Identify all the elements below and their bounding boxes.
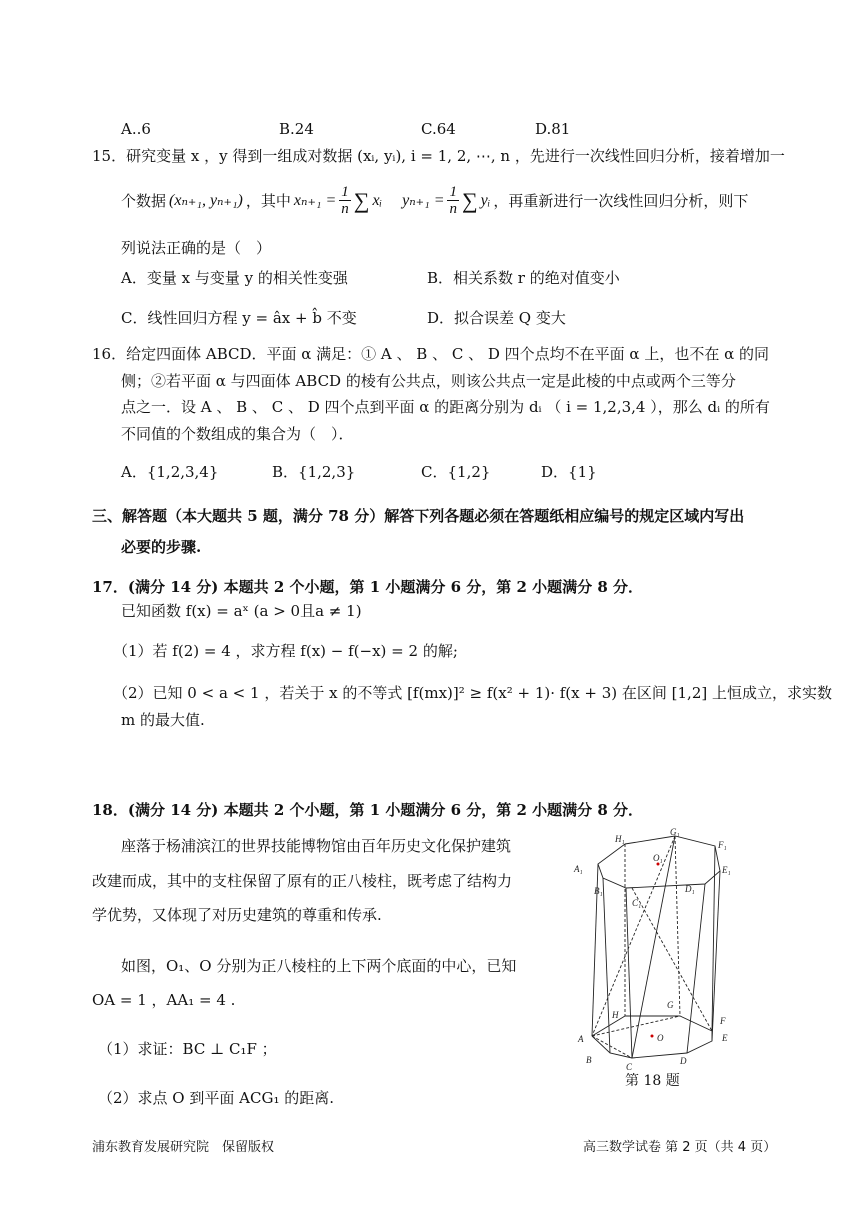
q15-option-d: D．拟合误差 Q 变大 (427, 309, 566, 327)
q18-para2-line1: 如图，O₁、O 分别为正八棱柱的上下两个底面的中心，已知 (121, 957, 517, 975)
label-o: O (657, 1033, 664, 1043)
q15-sum-x-term: xᵢ (372, 191, 383, 209)
label-h: H (612, 1010, 619, 1020)
q17-part2-line2: m 的最大值. (121, 711, 205, 729)
q14-option-b: B.24 (279, 120, 314, 138)
q18-part2: （2）求点 O 到平面 ACG₁ 的距离. (98, 1089, 334, 1107)
center-o-dot (651, 1035, 654, 1038)
label-d1: D₁ (685, 884, 695, 894)
label-o1: O₁ (653, 853, 663, 863)
q15-line2-mid: ，其中 (245, 191, 291, 210)
q16-option-a: A．{1,2,3,4} (121, 463, 219, 481)
q18-para2-line2: OA = 1 ，AA₁ = 4 . (92, 991, 236, 1009)
label-g1: G₁ (670, 827, 680, 837)
label-g: G (667, 1000, 674, 1010)
q15-sum-y-term: yᵢ (480, 191, 491, 209)
q16-option-b: B．{1,2,3} (272, 463, 356, 481)
label-c1: C₁ (632, 898, 642, 908)
q15-option-c: C．线性回归方程 y = âx + b̂ 不变 (121, 309, 357, 327)
q15-option-b: B．相关系数 r 的绝对值变小 (427, 269, 620, 287)
q15-yn1: yₙ₊₁ = (402, 191, 445, 209)
q14-option-c: C.64 (421, 120, 456, 138)
label-b1: B₁ (594, 886, 603, 896)
label-a: A (578, 1034, 584, 1044)
q16-line3: 点之一．设 A 、 B 、 C 、 D 四个点到平面 α 的距离分别为 dᵢ （ i = 1,2,3,4 ），那么 dᵢ 的所有 (121, 398, 770, 416)
q15-fraction-x: $\frac{1}{n}$ (341, 184, 349, 217)
label-h1: H₁ (615, 834, 625, 844)
figure-caption: 第 18 题 (625, 1073, 680, 1089)
q15-sum-y-icon: ∑ (461, 187, 478, 213)
q15-option-a: A．变量 x 与变量 y 的相关性变强 (121, 269, 348, 287)
label-e: E (722, 1033, 728, 1043)
label-f1: F₁ (718, 840, 727, 850)
label-b: B (586, 1055, 592, 1065)
q18-header: 18．(满分 14 分) 本题共 2 个小题，第 1 小题满分 6 分，第 2 小题满分 8 分． (92, 801, 644, 819)
q14-option-a: A..6 (121, 120, 151, 138)
q17-part1: （1）若 f(2) = 4 ，求方程 f(x) − f(−x) = 2 的解; (113, 642, 458, 660)
label-f: F (720, 1016, 726, 1026)
q15-line2-pre: 个数据 (121, 191, 167, 210)
q15-line2 (121, 184, 748, 217)
q18-para1-line3: 学优势，又体现了对历史建筑的尊重和传承. (92, 906, 382, 924)
q15-line3: 列说法正确的是（ ） (121, 239, 272, 257)
footer-left: 浦东教育发展研究院 保留版权 (92, 1140, 275, 1155)
q16-line2: 侧；②若平面 α 与四面体 ABCD 的棱有公共点，则该公共点一定是此棱的中点或两个三等分 (121, 372, 736, 390)
q16-line1: 16．给定四面体 ABCD．平面 α 满足：① A 、 B 、 C 、 D 四个点均不在平面 α 上，也不在 α 的同 (92, 345, 769, 363)
q15-line1: 15．研究变量 x ，y 得到一组成对数据 (xᵢ, yᵢ), i = 1, 2, ⋯, n ，先进行一次线性回归分析，接着增加一 (92, 147, 785, 165)
q17-given: 已知函数 f(x) = aˣ (a > 0且a ≠ 1) (121, 602, 362, 620)
q15-line2-post: ，再重新进行一次线性回归分析，则下 (493, 191, 749, 210)
q15-xn1: xₙ₊₁ = (293, 191, 337, 209)
label-d: D (680, 1056, 687, 1066)
label-e1: E₁ (722, 865, 731, 875)
q17-header: 17．(满分 14 分) 本题共 2 个小题，第 1 小题满分 6 分，第 2 小题满分 8 分． (92, 578, 644, 596)
section3-heading: 三、解答题（本大题共 5 题，满分 78 分）解答下列各题必须在答题纸相应编号的规定区域内写出 (92, 507, 745, 525)
q18-para1-line2: 改建而成，其中的支柱保留了原有的正八棱柱，既考虑了结构力 (92, 872, 513, 890)
q15-new-pair: (xₙ₊₁, yₙ₊₁) (169, 191, 243, 209)
q16-option-d: D．{1} (541, 463, 597, 481)
q14-option-d: D.81 (535, 120, 571, 138)
label-c: C (626, 1062, 633, 1072)
footer-right: 高三数学试卷 第 2 页（共 4 页） (583, 1140, 777, 1155)
q15-fraction-y: $\frac{1}{n}$ (449, 184, 457, 217)
q16-line4: 不同值的个数组成的集合为（ ）． (121, 425, 354, 443)
label-a1: A₁ (574, 864, 583, 874)
q18-part1: （1）求证：BC ⊥ C₁F ； (98, 1040, 277, 1058)
q18-para1-line1: 座落于杨浦滨江的世界技能博物馆由百年历史文化保护建筑 (121, 837, 512, 855)
section3-heading-cont: 必要的步骤. (121, 538, 202, 556)
q15-sum-x-icon: ∑ (353, 187, 370, 213)
q17-part2-line1: （2）已知 0 < a < 1 ，若关于 x 的不等式 [f(mx)]² ≥ f(x² + 1)· f(x + 3) 在区间 [1,2] 上恒成立，求实数 (113, 684, 832, 702)
q16-option-c: C．{1,2} (421, 463, 491, 481)
octagonal-prism-figure (570, 826, 740, 1096)
